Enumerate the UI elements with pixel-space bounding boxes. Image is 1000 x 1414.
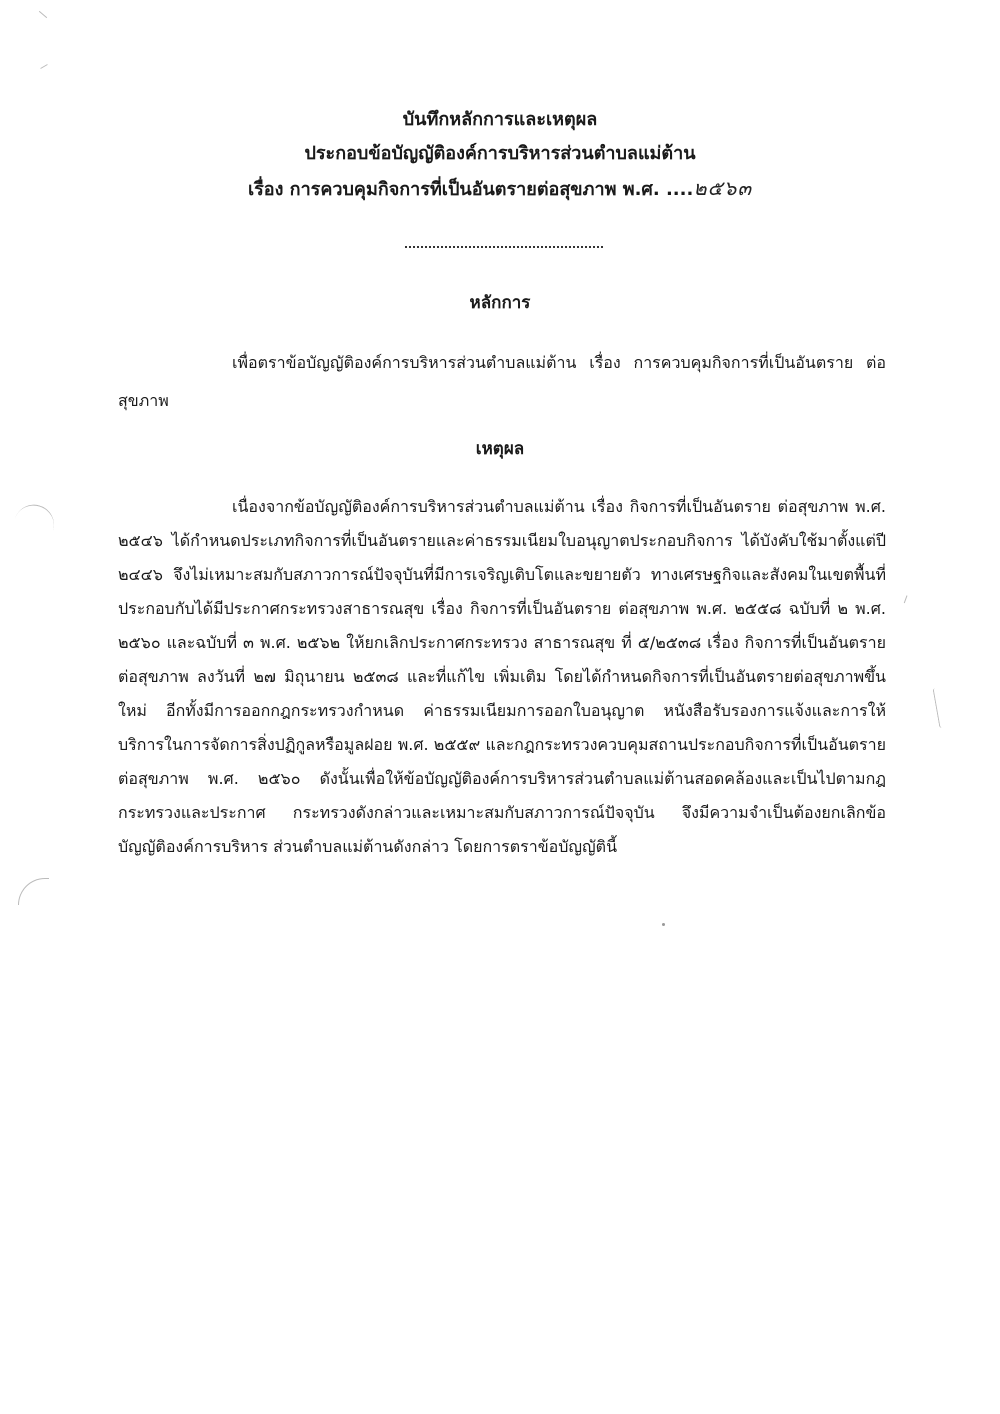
handwritten-year: ๒๕๖๓ [693,176,752,200]
principle-paragraph [118,344,886,420]
scan-mark [18,878,49,905]
memo-subject-text: เรื่อง การควบคุมกิจการที่เป็นอันตรายต่อสุขภาพ พ.ศ. [247,179,666,200]
scan-mark [13,499,59,537]
scan-mark [933,688,945,728]
scan-mark [39,11,47,18]
reason-text: เนื่องจากข้อบัญญัติองค์การบริหารส่วนตำบลแม่ต้าน เรื่อง กิจการที่เป็นอันตราย ต่อสุขภาพ พ.ศ. ๒๕๔๖ ได้กำหนดประเภทกิจการที่เป็นอันตรายและค่าธรรมเนียมใบอนุญาตประกอบกิจการ ได้บังคับใช้มาตั้งแต่ปี ๒๔๔๖ จึงไม่เหมาะสมกับสภาวการณ์ปัจจุบันที่มีการเจริญเติบโตและขยายตัว ทางเศรษฐกิจและสังคมในเขตพื้นที่ ประกอบกับได้มีประกาศกระทรวงสาธารณสุข เรื่อง กิจการที่เป็นอันตราย ต่อสุขภาพ พ.ศ. ๒๕๕๘ ฉบับที่ ๒ พ.ศ. ๒๕๖๐ และฉบับที่ ๓ พ.ศ. ๒๕๖๒ ให้ยกเลิกประกาศกระทรวง สาธารณสุข ที่ ๕/๒๕๓๘ เรื่อง กิจการที่เป็นอันตรายต่อสุขภาพ ลงวันที่ ๒๗ มิถุนายน ๒๕๓๘ และที่แก้ไข เพิ่มเติม โดยได้กำหนดกิจการที่เป็นอันตรายต่อสุขภาพขึ้นใหม่ อีกทั้งมีการออกกฎกระทรวงกำหนด ค่าธรรมเนียมการออกใบอนุญาต หนังสือรับรองการแจ้งและการให้บริการในการจัดการสิ่งปฏิกูลหรือมูลฝอย พ.ศ. ๒๕๕๙ และกฎกระทรวงควบคุมสถานประกอบกิจการที่เป็นอันตรายต่อสุขภาพ พ.ศ. ๒๕๖๐ ดังนั้นเพื่อให้ข้อบัญญัติองค์การบริหารส่วนตำบลแม่ต้านสอดคล้องและเป็นไปตามกฎกระทรวงและประกาศ กระทรวงดังกล่าวและเหมาะสมกับสภาวการณ์ปัจจุบัน จึงมีความจำเป็นต้องยกเลิกข้อบัญญัติองค์การบริหาร ส่วนตำบลแม่ต้านดังกล่าว โดยการตราข้อบัญญัตินี้ [118,497,886,856]
reason-paragraph [118,490,886,864]
memo-subtitle: ประกอบข้อบัญญัติองค์การบริหารส่วนตำบลแม่ต้าน [304,143,696,164]
memo-subject [0,176,1000,202]
memo-title: บันทึกหลักการและเหตุผล [402,109,598,130]
scan-mark [904,595,911,604]
scan-mark [662,923,665,926]
principle-heading: หลักการ [469,293,531,313]
dotted-separator [405,246,603,248]
principle-text: เพื่อตราข้อบัญญัติองค์การบริหารส่วนตำบลแม่ต้าน เรื่อง การควบคุมกิจการที่เป็นอันตราย ต่อสุขภาพ [118,353,886,410]
scan-mark [40,64,47,69]
reason-heading: เหตุผล [475,439,525,459]
year-dots: .... [665,179,694,200]
